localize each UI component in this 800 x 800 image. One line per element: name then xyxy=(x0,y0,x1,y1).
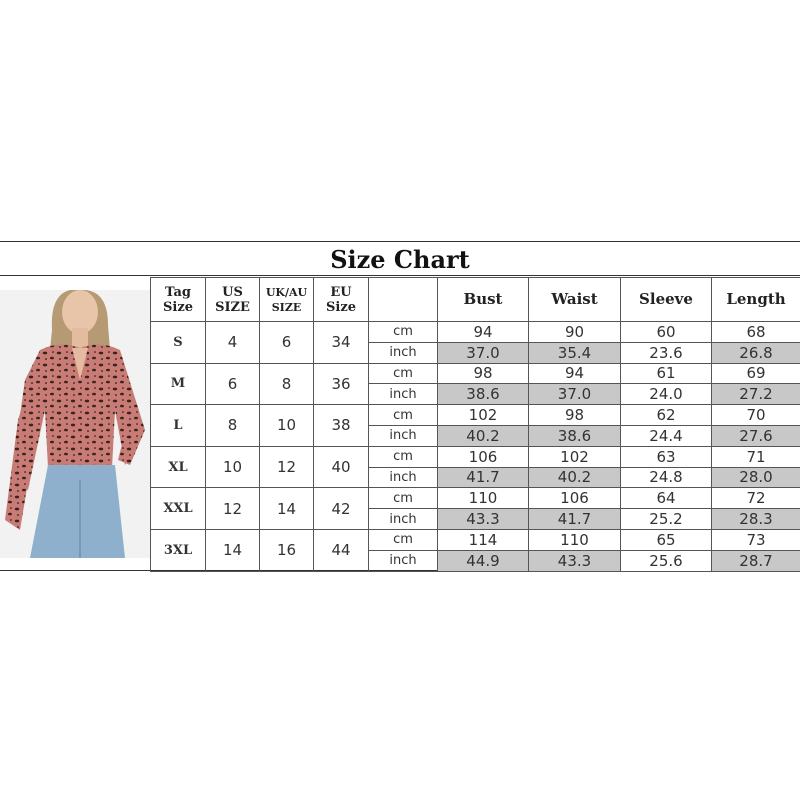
waist-value: 37.0 xyxy=(529,384,621,405)
bust-value: 41.7 xyxy=(438,467,529,488)
bust-value: 40.2 xyxy=(438,425,529,446)
unit-label: cm xyxy=(369,529,438,550)
bust-value: 110 xyxy=(438,488,529,509)
length-value: 72 xyxy=(712,488,800,509)
tag-size-cell: XXL xyxy=(151,488,206,530)
sleeve-value: 23.6 xyxy=(621,342,712,363)
ukau-size-cell: 16 xyxy=(260,529,314,571)
unit-label: cm xyxy=(369,488,438,509)
tag-size-cell: M xyxy=(151,363,206,405)
length-value: 26.8 xyxy=(712,342,800,363)
tag-size-cell: 3XL xyxy=(151,529,206,571)
bust-value: 37.0 xyxy=(438,342,529,363)
unit-label: inch xyxy=(369,342,438,363)
header-bust: Bust xyxy=(438,278,529,322)
sleeve-value: 62 xyxy=(621,405,712,426)
bust-value: 98 xyxy=(438,363,529,384)
ukau-size-cell: 8 xyxy=(260,363,314,405)
unit-label: cm xyxy=(369,363,438,384)
sleeve-value: 63 xyxy=(621,446,712,467)
sleeve-value: 64 xyxy=(621,488,712,509)
waist-value: 106 xyxy=(529,488,621,509)
size-rows xyxy=(151,322,800,572)
ukau-size-cell: 12 xyxy=(260,446,314,488)
table-row-cm xyxy=(151,322,800,343)
unit-label: inch xyxy=(369,467,438,488)
ukau-size-cell: 14 xyxy=(260,488,314,530)
unit-label: cm xyxy=(369,405,438,426)
us-size-cell: 12 xyxy=(206,488,260,530)
waist-value: 94 xyxy=(529,363,621,384)
eu-size-cell: 40 xyxy=(314,446,369,488)
length-value: 27.2 xyxy=(712,384,800,405)
us-size-cell: 10 xyxy=(206,446,260,488)
bust-value: 114 xyxy=(438,529,529,550)
sleeve-value: 60 xyxy=(621,322,712,343)
header-us-size: US SIZE xyxy=(206,278,260,322)
unit-label: inch xyxy=(369,384,438,405)
eu-size-cell: 34 xyxy=(314,322,369,364)
bust-value: 106 xyxy=(438,446,529,467)
length-value: 69 xyxy=(712,363,800,384)
waist-value: 43.3 xyxy=(529,550,621,571)
bust-value: 102 xyxy=(438,405,529,426)
sleeve-value: 65 xyxy=(621,529,712,550)
tag-size-cell: L xyxy=(151,405,206,447)
us-size-cell: 14 xyxy=(206,529,260,571)
header-row xyxy=(151,278,800,322)
length-value: 70 xyxy=(712,405,800,426)
waist-value: 110 xyxy=(529,529,621,550)
waist-value: 38.6 xyxy=(529,425,621,446)
unit-label: inch xyxy=(369,550,438,571)
bust-value: 38.6 xyxy=(438,384,529,405)
waist-value: 40.2 xyxy=(529,467,621,488)
waist-value: 98 xyxy=(529,405,621,426)
waist-value: 90 xyxy=(529,322,621,343)
waist-value: 41.7 xyxy=(529,509,621,530)
eu-size-cell: 38 xyxy=(314,405,369,447)
sleeve-value: 61 xyxy=(621,363,712,384)
page-title: Size Chart xyxy=(0,242,800,276)
header-ukau-size: UK/AU SIZE xyxy=(260,278,314,322)
us-size-cell: 6 xyxy=(206,363,260,405)
table-row-cm xyxy=(151,405,800,426)
header-waist: Waist xyxy=(529,278,621,322)
waist-value: 102 xyxy=(529,446,621,467)
length-value: 73 xyxy=(712,529,800,550)
unit-label: cm xyxy=(369,322,438,343)
size-chart-table xyxy=(150,277,800,572)
tag-size-cell: S xyxy=(151,322,206,364)
bust-value: 94 xyxy=(438,322,529,343)
us-size-cell: 8 xyxy=(206,405,260,447)
table-row-cm xyxy=(151,363,800,384)
sleeve-value: 24.0 xyxy=(621,384,712,405)
sleeve-value: 24.4 xyxy=(621,425,712,446)
table-row-cm xyxy=(151,488,800,509)
unit-label: inch xyxy=(369,509,438,530)
header-unit xyxy=(369,278,438,322)
length-value: 28.3 xyxy=(712,509,800,530)
header-length: Length xyxy=(712,278,800,322)
table-row-cm xyxy=(151,446,800,467)
tag-size-cell: XL xyxy=(151,446,206,488)
sleeve-value: 24.8 xyxy=(621,467,712,488)
eu-size-cell: 36 xyxy=(314,363,369,405)
length-value: 28.0 xyxy=(712,467,800,488)
ukau-size-cell: 6 xyxy=(260,322,314,364)
header-sleeve: Sleeve xyxy=(621,278,712,322)
bust-value: 44.9 xyxy=(438,550,529,571)
length-value: 68 xyxy=(712,322,800,343)
unit-label: inch xyxy=(369,425,438,446)
sleeve-value: 25.2 xyxy=(621,509,712,530)
us-size-cell: 4 xyxy=(206,322,260,364)
header-tag-size: Tag Size xyxy=(151,278,206,322)
ukau-size-cell: 10 xyxy=(260,405,314,447)
table-row-cm xyxy=(151,529,800,550)
length-value: 71 xyxy=(712,446,800,467)
bust-value: 43.3 xyxy=(438,509,529,530)
header-eu-size: EU Size xyxy=(314,278,369,322)
model-photo xyxy=(0,290,150,558)
length-value: 28.7 xyxy=(712,550,800,571)
eu-size-cell: 44 xyxy=(314,529,369,571)
eu-size-cell: 42 xyxy=(314,488,369,530)
sleeve-value: 25.6 xyxy=(621,550,712,571)
length-value: 27.6 xyxy=(712,425,800,446)
waist-value: 35.4 xyxy=(529,342,621,363)
unit-label: cm xyxy=(369,446,438,467)
